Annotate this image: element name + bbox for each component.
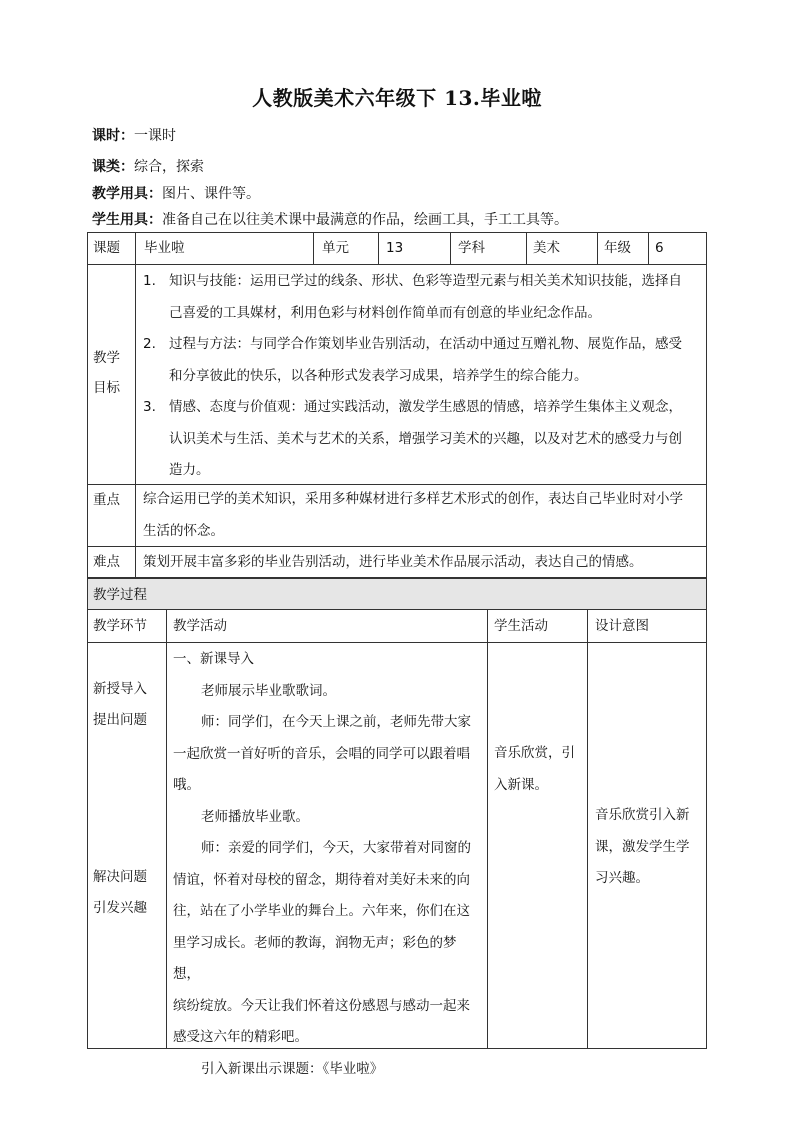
col-design-header: 设计意图	[595, 618, 649, 634]
key-points-label: 重点	[93, 492, 120, 508]
difficulties-label: 难点	[93, 554, 120, 570]
stage-label: 引发兴趣	[93, 900, 147, 916]
objective-item-cont: 认识美术与生活、美术与艺术的关系，增强学习美术的兴趣，以及对艺术的感受力与创	[169, 430, 682, 447]
grade-value: 6	[655, 240, 664, 256]
unit-label: 单元	[322, 240, 349, 256]
objective-item-cont: 和分享彼此的快乐，以各种形式发表学习成果，培养学生的综合能力。	[169, 367, 588, 384]
stage-label: 新授导入	[93, 681, 147, 697]
stage-label: 提出问题	[93, 712, 147, 728]
objectives-label: 教学	[93, 350, 120, 366]
info-type: 课类：综合，探索	[92, 159, 204, 175]
col-student-header: 学生活动	[494, 618, 548, 634]
objective-item: 2. 过程与方法：与同学合作策划毕业告别活动，在活动中通过互赠礼物、展览作品，感受	[143, 336, 682, 352]
grade-label: 年级	[604, 240, 631, 256]
key-points-text: 综合运用已学的美术知识，采用多种媒材进行多样艺术形式的创作，表达自己毕业时对小学 生活的怀念。	[143, 491, 683, 539]
process-title: 教学过程	[93, 587, 147, 603]
objective-item-cont: 造力。	[169, 462, 210, 478]
info-student-tools: 学生用具：准备自己在以往美术课中最满意的作品，绘画工具，手工工具等。	[92, 212, 568, 228]
unit-value: 13	[386, 240, 404, 256]
info-period: 课时：一课时	[92, 128, 176, 144]
objective-item: 1. 知识与技能：运用已学过的线条、形状、色彩等造型元素与相关美术知识技能，选择自	[143, 273, 682, 289]
activity-text: 一、新课导入 老师展示毕业歌歌词。 师：同学们，在今天上课之前，老师先带大家 一起欣赏一首好听的音乐，会唱的同学可以跟着唱 哦。 老师播放毕业歌。 师：亲爱的同学们，今天，大家带着对同窗的 情谊，怀着对母校的留念，期待着对美好未来的向 往，站在了小学毕业的舞台上。六年来，你们在这 里学习成长。老师的教诲，润物无声；彩色的梦想， 缤纷绽放。今天让我们怀着这份感恩与感动一起来 感受这六年的精彩吧。 引入新课出示课题：《毕业啦》	[173, 651, 471, 1077]
info-teacher-tools: 教学用具：图片、课件等。	[92, 186, 260, 202]
col-activity-header: 教学活动	[173, 618, 227, 634]
topic-value: 毕业啦	[144, 240, 185, 256]
subject-value: 美术	[533, 240, 560, 256]
design-intent-text: 音乐欣赏引入新 课，激发学生学 习兴趣。	[595, 807, 690, 886]
topic-label: 课题	[93, 240, 120, 256]
difficulties-text: 策划开展丰富多彩的毕业告别活动，进行毕业美术作品展示活动，表达自己的情感。	[143, 554, 643, 570]
subject-label: 学科	[458, 240, 485, 256]
objectives-list	[143, 266, 703, 487]
stage-label: 解决问题	[93, 869, 147, 885]
page-title: 人教版美术六年级下 13.毕业啦	[252, 86, 542, 110]
col-stage-header: 教学环节	[93, 618, 147, 634]
objectives-label: 目标	[93, 380, 120, 396]
objective-item: 3. 情感、态度与价值观：通过实践活动，激发学生感恩的情感，培养学生集体主义观念，	[143, 399, 682, 415]
objective-item-cont: 己喜爱的工具媒材，利用色彩与材料创作简单而有创意的毕业纪念作品。	[169, 304, 601, 321]
student-activity-text: 音乐欣赏，引 入新课。	[494, 745, 575, 793]
